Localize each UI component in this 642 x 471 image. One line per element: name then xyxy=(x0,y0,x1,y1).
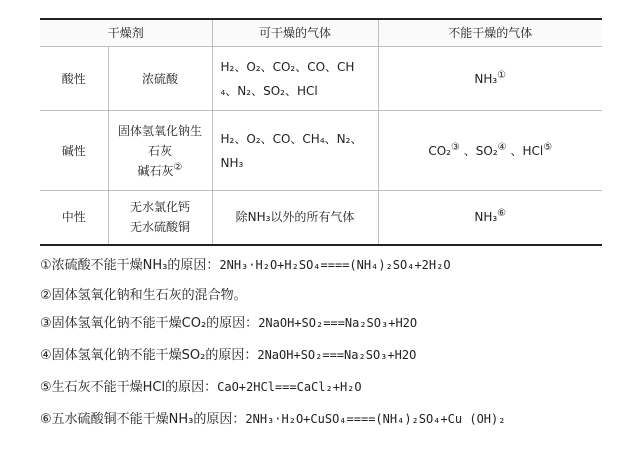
footnote-mark: ② xyxy=(173,161,183,173)
gas-formula: 、HCl xyxy=(510,143,544,158)
footnote-mark: ⑤ xyxy=(543,141,553,153)
agent-line: 无水硫酸铜 xyxy=(129,220,190,235)
dryable-line: H₂、O₂、CO、CH₄、N₂、 xyxy=(220,131,363,146)
table-header-row xyxy=(40,19,602,47)
footnote-1 xyxy=(40,254,451,273)
footnote-label: ①浓硫酸不能干燥NH₃的原因： xyxy=(40,258,220,273)
dryable-cell xyxy=(212,111,378,191)
footnote-mark: ⑥ xyxy=(497,208,507,220)
footnote-equation: CaO+2HCl===CaCl₂+H₂O xyxy=(217,380,362,394)
agent-cell xyxy=(108,111,212,191)
footnote-equation: 2NaOH+SO₂===Na₂SO₃+H2O xyxy=(258,316,418,330)
footnote-label: ⑥五水硫酸铜不能干燥NH₃的原因： xyxy=(40,412,246,427)
agent-line: 无水氯化钙 xyxy=(129,200,190,215)
gas-formula: 、SO₂ xyxy=(463,143,498,158)
gas-formula: CO₂ xyxy=(428,143,451,158)
footnote-mark: ③ xyxy=(450,141,460,153)
footnote-5 xyxy=(40,376,362,395)
footnote-equation: 2NH₃·H₂O+H₂SO₄====(NH₄)₂SO₄+2H₂O xyxy=(219,258,451,272)
footnote-4 xyxy=(40,344,416,363)
footnote-6 xyxy=(40,408,505,427)
header-desiccant: 干燥剂 xyxy=(40,19,212,47)
footnote-3 xyxy=(40,312,417,331)
footnote-label: ②固体氢氧化钠和生石灰的混合物。 xyxy=(40,288,247,303)
agent-cell xyxy=(108,191,212,245)
gas-formula: NH₃ xyxy=(474,210,498,225)
type-cell: 中性 xyxy=(40,191,108,245)
footnote-mark: ① xyxy=(497,69,507,81)
dryable-line: H₂、O₂、CO₂、CO、CH xyxy=(220,59,355,74)
dryable-line: NH₃ xyxy=(220,155,244,170)
non-dryable-cell xyxy=(378,111,602,191)
footnote-equation: 2NaOH+SO₂===Na₂SO₃+H2O xyxy=(257,348,417,362)
non-dryable-cell xyxy=(378,47,602,111)
agent-cell: 浓硫酸 xyxy=(108,47,212,111)
agent-line: 固体氢氧化钠生 xyxy=(117,123,202,138)
table-row-acidic xyxy=(40,47,602,111)
footnote-equation: 2NH₃·H₂O+CuSO₄====(NH₄)₂SO₄+Cu (OH)₂ xyxy=(245,412,506,426)
footnote-label: ③固体氢氧化钠不能干燥CO₂的原因： xyxy=(40,316,259,331)
footnote-mark: ④ xyxy=(497,141,507,153)
type-cell: 碱性 xyxy=(40,111,108,191)
header-dryable-gases: 可干燥的气体 xyxy=(212,19,378,47)
agent-line: 碱石灰 xyxy=(137,163,174,178)
desiccant-table xyxy=(40,18,602,246)
gas-formula: NH₃ xyxy=(474,71,498,86)
footnote-label: ⑤生石灰不能干燥HCl的原因： xyxy=(40,380,218,395)
footnote-2 xyxy=(40,284,247,303)
table-row-neutral xyxy=(40,191,602,245)
table-row-basic xyxy=(40,111,602,191)
header-non-dryable-gases: 不能干燥的气体 xyxy=(378,19,602,47)
dryable-line: ₄、N₂、SO₂、HCl xyxy=(220,83,318,98)
agent-line: 石灰 xyxy=(147,143,172,158)
type-cell: 酸性 xyxy=(40,47,108,111)
dryable-cell: 除NH₃以外的所有气体 xyxy=(212,191,378,245)
non-dryable-cell xyxy=(378,191,602,245)
footnote-label: ④固体氢氧化钠不能干燥SO₂的原因： xyxy=(40,348,258,363)
dryable-cell xyxy=(212,47,378,111)
